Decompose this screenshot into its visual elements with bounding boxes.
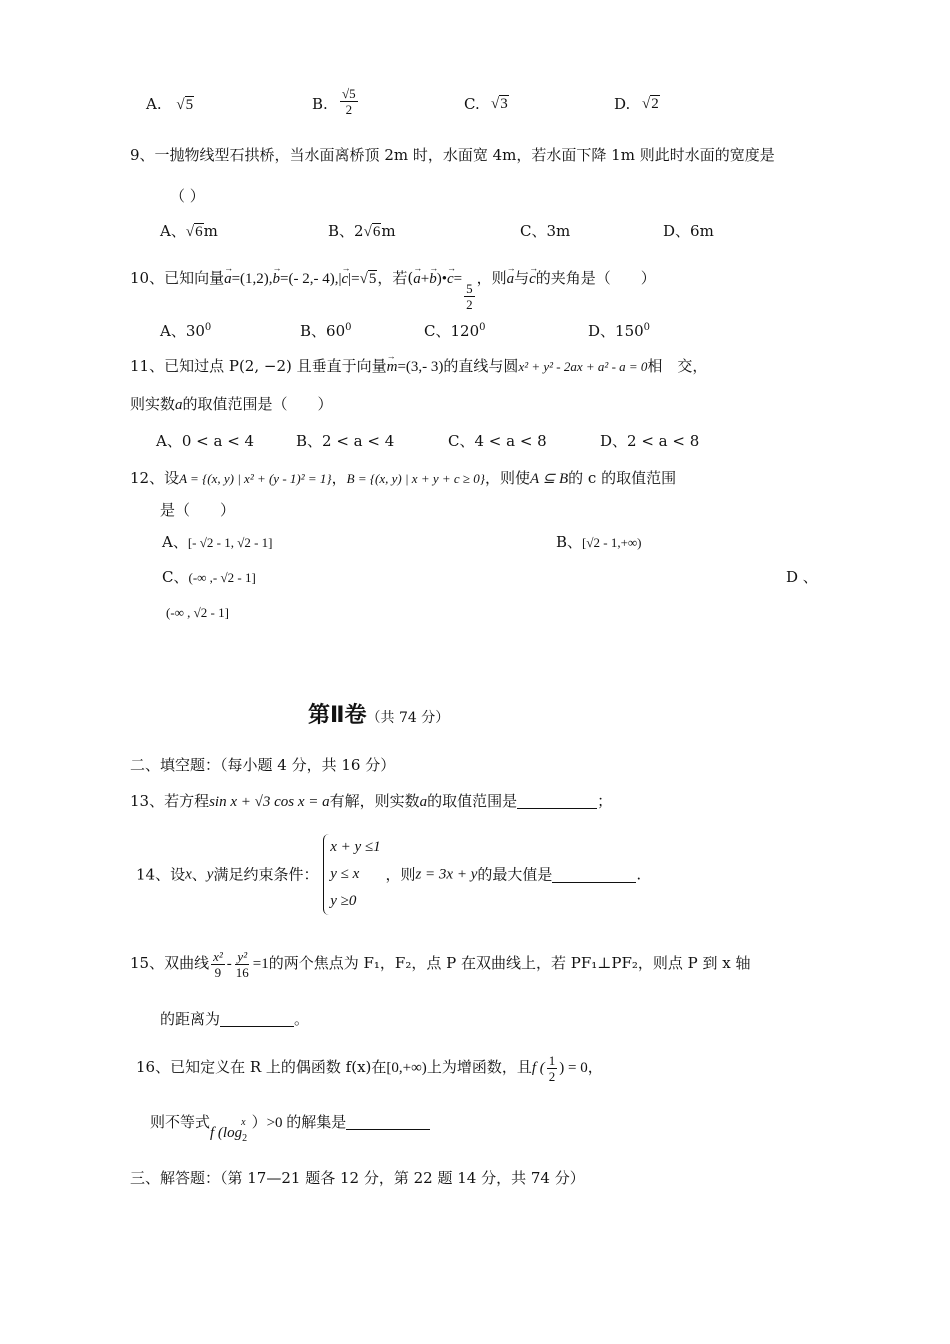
q10-stem: 10、已知向量→ a=(1,2),→ b=(- 2,- 4),|→ c|=√5，若(→ a+→ b)•→ c= $\frac{5}{2}$ ，则→ a与→ c的夹角是（ ） bbox=[130, 268, 656, 312]
q8-options bbox=[146, 86, 706, 124]
q16-stem: 16、已知定义在 R 上的偶函数 f(x)在[0,+∞)上为增函数，且f ( $\frac{1}{2}$ ) = 0， bbox=[136, 1052, 603, 1084]
q14-stem: 14、设x、y满足约束条件： x + y ≤1 y ≤ x y ≥0 ，则z = 3x + y的最大值是 . bbox=[136, 834, 641, 915]
solve-heading: 三、解答题：（第 17—21 题各 12 分，第 22 题 14 分，共 74 分） bbox=[130, 1169, 585, 1187]
q16-stem-line2: 则不等式f ($\log_2^x$ ）>0 的解集是 bbox=[150, 1109, 430, 1139]
q12-option-a: A、[- √2 - 1, √2 - 1] bbox=[162, 533, 273, 551]
q8-option-c-label: C. bbox=[464, 95, 480, 113]
q8-option-d-label: D. bbox=[614, 95, 631, 113]
q9-option-c: C、3m bbox=[520, 222, 571, 240]
q12-stem: 12、设A = {(x, y) | x² + (y - 1)² = 1}，B = {(x, y) | x + y + c ≥ 0}，则使A ⊆ B的 c 的取值范围 bbox=[130, 469, 677, 487]
q10-option-c: C、$120^0$ bbox=[424, 322, 486, 340]
q12-option-b: B、[√2 - 1,+∞) bbox=[556, 533, 642, 551]
q9-paren: （ ） bbox=[170, 187, 205, 205]
q9-option-b: B、2√6m bbox=[328, 222, 396, 240]
q11-option-a: A、0 < a < 4 bbox=[156, 432, 255, 450]
q15-stem-line2: 的距离为 。 bbox=[160, 1010, 310, 1028]
q8-option-a-label: A. bbox=[146, 95, 162, 113]
q10-option-b: B、$60^0$ bbox=[300, 322, 352, 340]
q10-option-d: D、$150^0$ bbox=[588, 322, 651, 340]
q12-stem-line2: 是（ ） bbox=[160, 501, 236, 519]
q14-constraints: x + y ≤1 y ≤ x y ≥0 bbox=[323, 834, 380, 915]
q11-options bbox=[156, 431, 776, 451]
part2-subtitle: （共 74 分） bbox=[366, 710, 450, 726]
q9-options bbox=[160, 221, 760, 242]
q8-option-b-label: B. bbox=[312, 95, 328, 113]
q12-option-c: C、(-∞ ,- √2 - 1] bbox=[162, 568, 256, 586]
q16-answer-blank bbox=[346, 1113, 430, 1130]
fill-heading: 二、填空题：（每小题 4 分，共 16 分） bbox=[130, 756, 396, 774]
q10-option-a: A、$30^0$ bbox=[160, 322, 212, 340]
q15-answer-blank bbox=[220, 1010, 294, 1027]
q8-option-a-value: √5 bbox=[176, 97, 194, 113]
q13-stem: 13、若方程sin x + √3 cos x = a有解，则实数a的取值范围是 ； bbox=[130, 792, 613, 810]
q9-option-d: D、6m bbox=[663, 222, 714, 240]
q14-answer-blank bbox=[552, 866, 636, 883]
q11-stem: 11、已知过点 P(2, −2) 且垂直于向量→ m=(3,- 3)的直线与圆x² + y² - 2ax + a² - a = 0相 交， bbox=[130, 356, 707, 377]
q10-options bbox=[160, 318, 760, 341]
q9-option-a: A、√6m bbox=[160, 222, 218, 240]
q8-option-d-value: √2 bbox=[642, 96, 659, 112]
q13-answer-blank bbox=[517, 792, 597, 809]
q11-stem-line2: 则实数a的取值范围是（ ） bbox=[130, 395, 333, 413]
q12-option-d-label: D 、 bbox=[786, 568, 818, 586]
q11-option-b: B、2 < a < 4 bbox=[296, 432, 395, 450]
part2-title: 第Ⅱ卷（共 74 分） bbox=[308, 703, 450, 728]
q8-option-b-value: $\frac{√5}{2}$ bbox=[342, 86, 356, 117]
q15-stem: 15、双曲线 $\frac{\text{x²}}{9}$ - $\frac{\text{y²}}{16}$ =1的两个焦点为 F₁，F₂，点 P 在双曲线上，若 PF₁⊥PF₂，则点 P 到 x 轴 bbox=[130, 948, 751, 980]
q11-option-d: D、2 < a < 8 bbox=[600, 432, 700, 450]
q11-option-c: C、4 < a < 8 bbox=[448, 432, 547, 450]
q12-option-d: (-∞ , √2 - 1] bbox=[166, 605, 229, 620]
q8-option-c-value: √3 bbox=[491, 96, 508, 112]
q9-stem: 9、一抛物线型石拱桥，当水面离桥顶 2m 时，水面宽 4m，若水面下降 1m 则此时水面的宽度是 bbox=[130, 146, 775, 164]
